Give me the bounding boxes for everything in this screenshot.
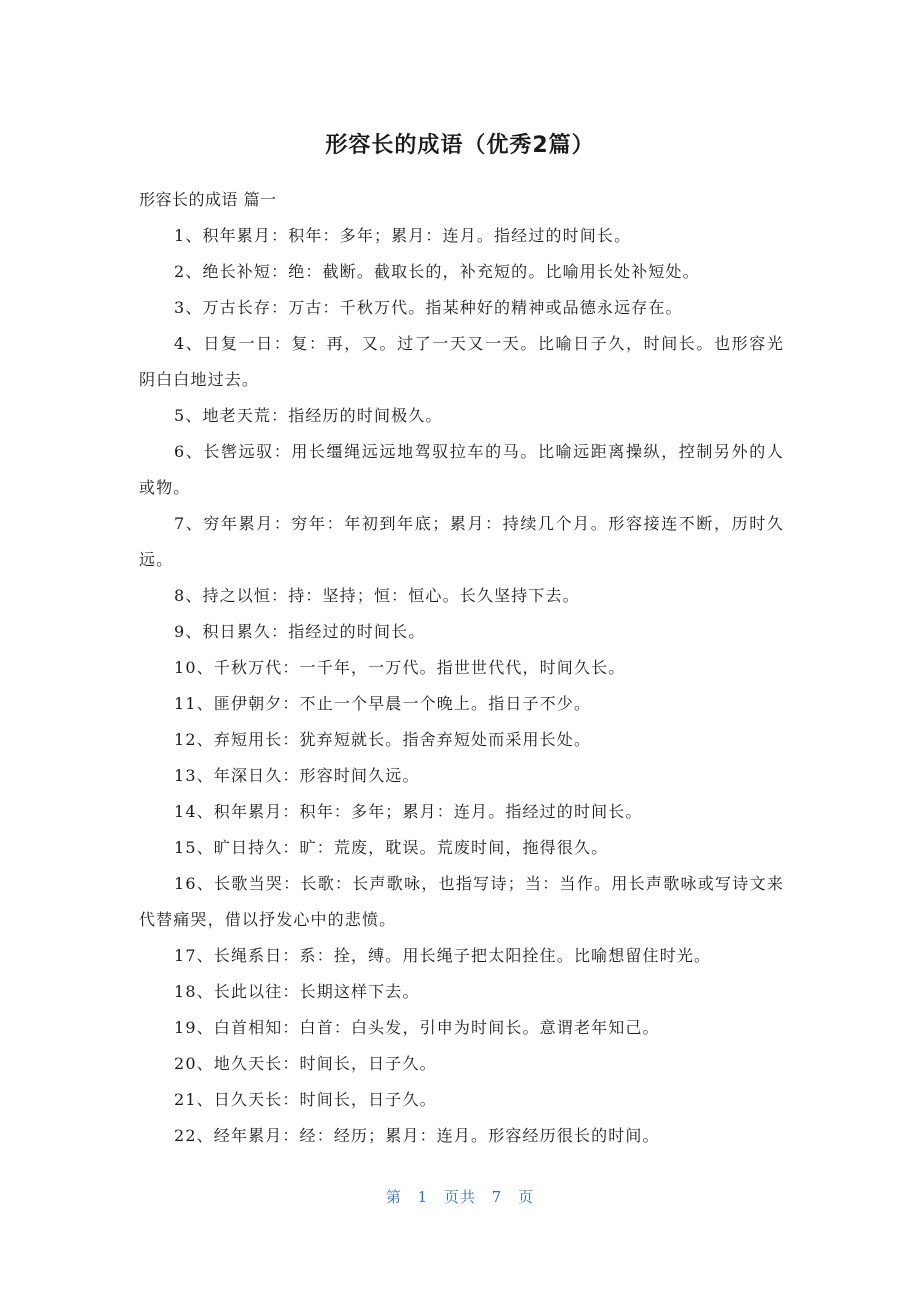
list-item: 5、地老天荒：指经历的时间极久。 [174, 406, 443, 425]
list-item: 16、长歌当哭：长歌：长声歌咏，也指写诗；当：当作。用长声歌咏或写诗文来代替痛哭，借以抒发心中的悲愤。 [139, 874, 784, 929]
list-item: 7、穷年累月：穷年：年初到年底；累月：持续几个月。形容接连不断，历时久远。 [139, 514, 784, 569]
footer-suffix: 页 [518, 1188, 535, 1206]
list-item: 8、持之以恒：持：坚持；恒：恒心。长久坚持下去。 [174, 586, 580, 605]
footer-prefix: 第 [385, 1188, 402, 1206]
list-item: 21、日久天长：时间长，日子久。 [174, 1090, 437, 1109]
page-footer [0, 1186, 920, 1207]
list-item: 20、地久天长：时间长，日子久。 [174, 1054, 437, 1073]
list-item: 14、积年累月：积年：多年；累月：连月。指经过的时间长。 [174, 802, 643, 821]
idiom-list [139, 218, 784, 1154]
document-title: 形容长的成语（优秀2篇） [325, 133, 595, 158]
list-item: 12、弃短用长：犹弃短就长。指舍弃短处而采用长处。 [174, 730, 592, 749]
list-item: 11、匪伊朝夕：不止一个早晨一个晚上。指日子不少。 [174, 694, 592, 713]
list-item: 4、日复一日：复：再，又。过了一天又一天。比喻日子久，时间长。也形容光阴白白地过去。 [139, 334, 784, 389]
list-item: 6、长辔远驭：用长缰绳远远地驾驭拉车的马。比喻远距离操纵，控制另外的人或物。 [139, 442, 784, 497]
footer-middle: 页共 [443, 1188, 476, 1206]
list-item: 2、绝长补短：绝：截断。截取长的，补充短的。比喻用长处补短处。 [174, 262, 700, 281]
list-item: 10、千秋万代：一千年，一万代。指世世代代，时间久长。 [174, 658, 626, 677]
list-item: 3、万古长存：万古：千秋万代。指某种好的精神或品德永远存在。 [174, 298, 683, 317]
list-item: 22、经年累月：经：经历；累月：连月。形容经历很长的时间。 [174, 1126, 660, 1145]
footer-current-page: 1 [417, 1188, 429, 1206]
footer-total-pages: 7 [491, 1188, 503, 1206]
list-item: 13、年深日久：形容时间久远。 [174, 766, 420, 785]
list-item: 15、旷日持久：旷：荒废，耽误。荒废时间，拖得很久。 [174, 838, 609, 857]
list-item: 17、长绳系日：系：拴，缚。用长绳子把太阳拴住。比喻想留住时光。 [174, 946, 712, 965]
section-heading: 形容长的成语 篇一 [139, 190, 277, 209]
list-item: 1、积年累月：积年：多年；累月：连月。指经过的时间长。 [174, 226, 632, 245]
list-item: 9、积日累久：指经过的时间长。 [174, 622, 426, 641]
list-item: 18、长此以往：长期这样下去。 [174, 982, 420, 1001]
document-body [139, 182, 784, 1154]
list-item: 19、白首相知：白首：白头发，引申为时间长。意谓老年知己。 [174, 1018, 660, 1037]
